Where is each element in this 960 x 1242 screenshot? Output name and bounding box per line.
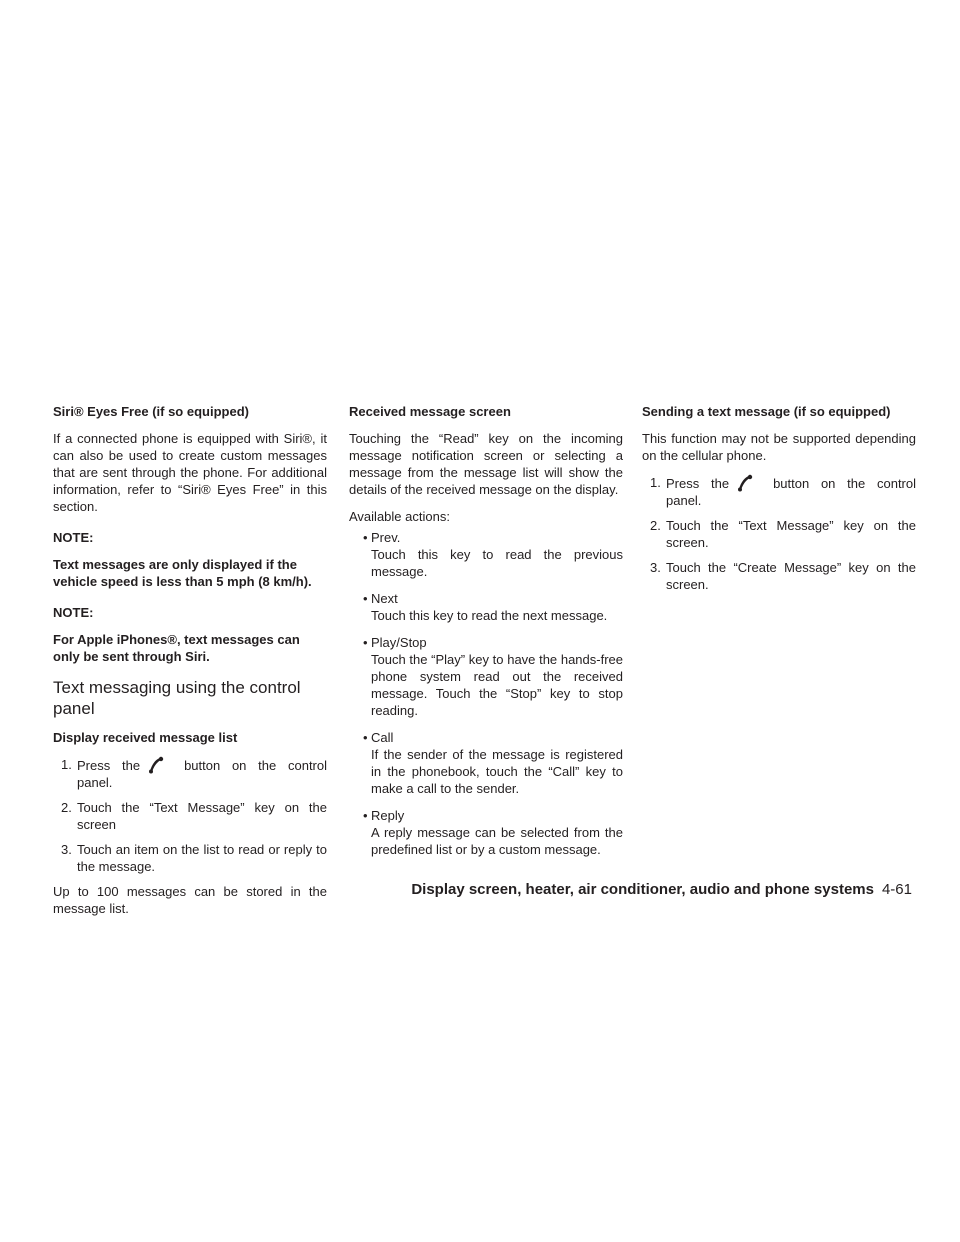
action-desc: Touch the “Play” key to have the hands-free phone system read out the received message. Touch the “Stop” key to stop reading. — [371, 652, 623, 718]
column-2 — [349, 403, 623, 868]
note-1-text: Text messages are only displayed if the vehicle speed is less than 5 mph (8 km/h). — [53, 557, 312, 589]
note-2-label: NOTE: — [53, 605, 94, 620]
step-text-pre: Press the — [666, 476, 730, 491]
step-text: Touch the “Text Message” key on the screen — [77, 800, 327, 832]
step-number: 3. — [650, 560, 661, 575]
step-number: 1. — [61, 757, 72, 772]
page-number: 4-61 — [881, 881, 912, 898]
step-text-post: button on the control panel. — [666, 476, 917, 508]
action-label: Next — [371, 591, 398, 606]
sending-message-intro: This function may not be supported depending on the cellular phone. — [642, 431, 916, 463]
sending-steps — [642, 474, 916, 593]
action-desc: Touch this key to read the previous message. — [371, 547, 623, 579]
action-label: Play/Stop — [371, 635, 427, 650]
step-number: 1. — [650, 475, 661, 490]
sending-message-heading: Sending a text message (if so equipped) — [642, 404, 891, 419]
action-item-call — [349, 729, 623, 797]
action-label: Reply — [371, 808, 405, 823]
column-3 — [642, 403, 916, 601]
display-steps — [53, 756, 327, 875]
step-text: Touch an item on the list to read or reply to the message. — [77, 842, 327, 874]
column-1 — [53, 403, 327, 927]
page-footer — [411, 880, 912, 900]
section-title: Text messaging using the control panel — [53, 678, 301, 718]
bullet: • — [363, 530, 368, 545]
siri-paragraph: If a connected phone is equipped with Siri®, it can also be used to create custom messages that are sent through the phone. For additional information, refer to “Siri® Eyes Free” in this section. — [53, 431, 327, 514]
step-2 — [642, 517, 916, 551]
phone-handset-icon — [144, 756, 166, 774]
note-2-text: For Apple iPhones®, text messages can only be sent through Siri. — [53, 632, 300, 664]
action-desc: If the sender of the message is registered in the phonebook, touch the “Call” key to make a call to the sender. — [371, 747, 623, 796]
bullet: • — [363, 635, 368, 650]
action-desc: Touch this key to read the next message. — [371, 608, 608, 623]
action-label: Prev. — [371, 530, 401, 545]
step-number: 2. — [650, 518, 661, 533]
step-number: 2. — [61, 800, 72, 815]
action-item-prev — [349, 529, 623, 580]
step-text: Touch the “Create Message” key on the screen. — [666, 560, 916, 592]
bullet: • — [363, 591, 368, 606]
note-1-label: NOTE: — [53, 530, 94, 545]
action-label: Call — [371, 730, 394, 745]
received-message-intro: Touching the “Read” key on the incoming message notification screen or selecting a message from the message list will show the details of the received message on the display. — [349, 431, 623, 497]
bullet: • — [363, 808, 368, 823]
step-text: Touch the “Text Message” key on the screen. — [666, 518, 916, 550]
bullet: • — [363, 730, 368, 745]
action-item-play-stop — [349, 634, 623, 719]
siri-heading: Siri® Eyes Free (if so equipped) — [53, 404, 249, 419]
received-message-heading: Received message screen — [349, 404, 511, 419]
display-list-heading: Display received message list — [53, 730, 238, 745]
step-2 — [53, 799, 327, 833]
step-text-post: button on the control panel. — [77, 758, 328, 790]
step-1 — [53, 756, 327, 791]
footer-section-title: Display screen, heater, air conditioner, audio and phone systems — [411, 881, 874, 898]
step-3 — [642, 559, 916, 593]
action-desc: A reply message can be selected from the predefined list or by a custom message. — [371, 825, 623, 857]
phone-handset-icon — [733, 474, 755, 492]
action-item-reply — [349, 807, 623, 858]
actions-list — [349, 529, 623, 858]
available-actions-label: Available actions: — [349, 509, 450, 524]
storage-paragraph: Up to 100 messages can be stored in the message list. — [53, 884, 327, 916]
step-text-pre: Press the — [77, 758, 141, 773]
action-item-next — [349, 590, 623, 624]
step-number: 3. — [61, 842, 72, 857]
step-3 — [53, 841, 327, 875]
step-1 — [642, 474, 916, 509]
